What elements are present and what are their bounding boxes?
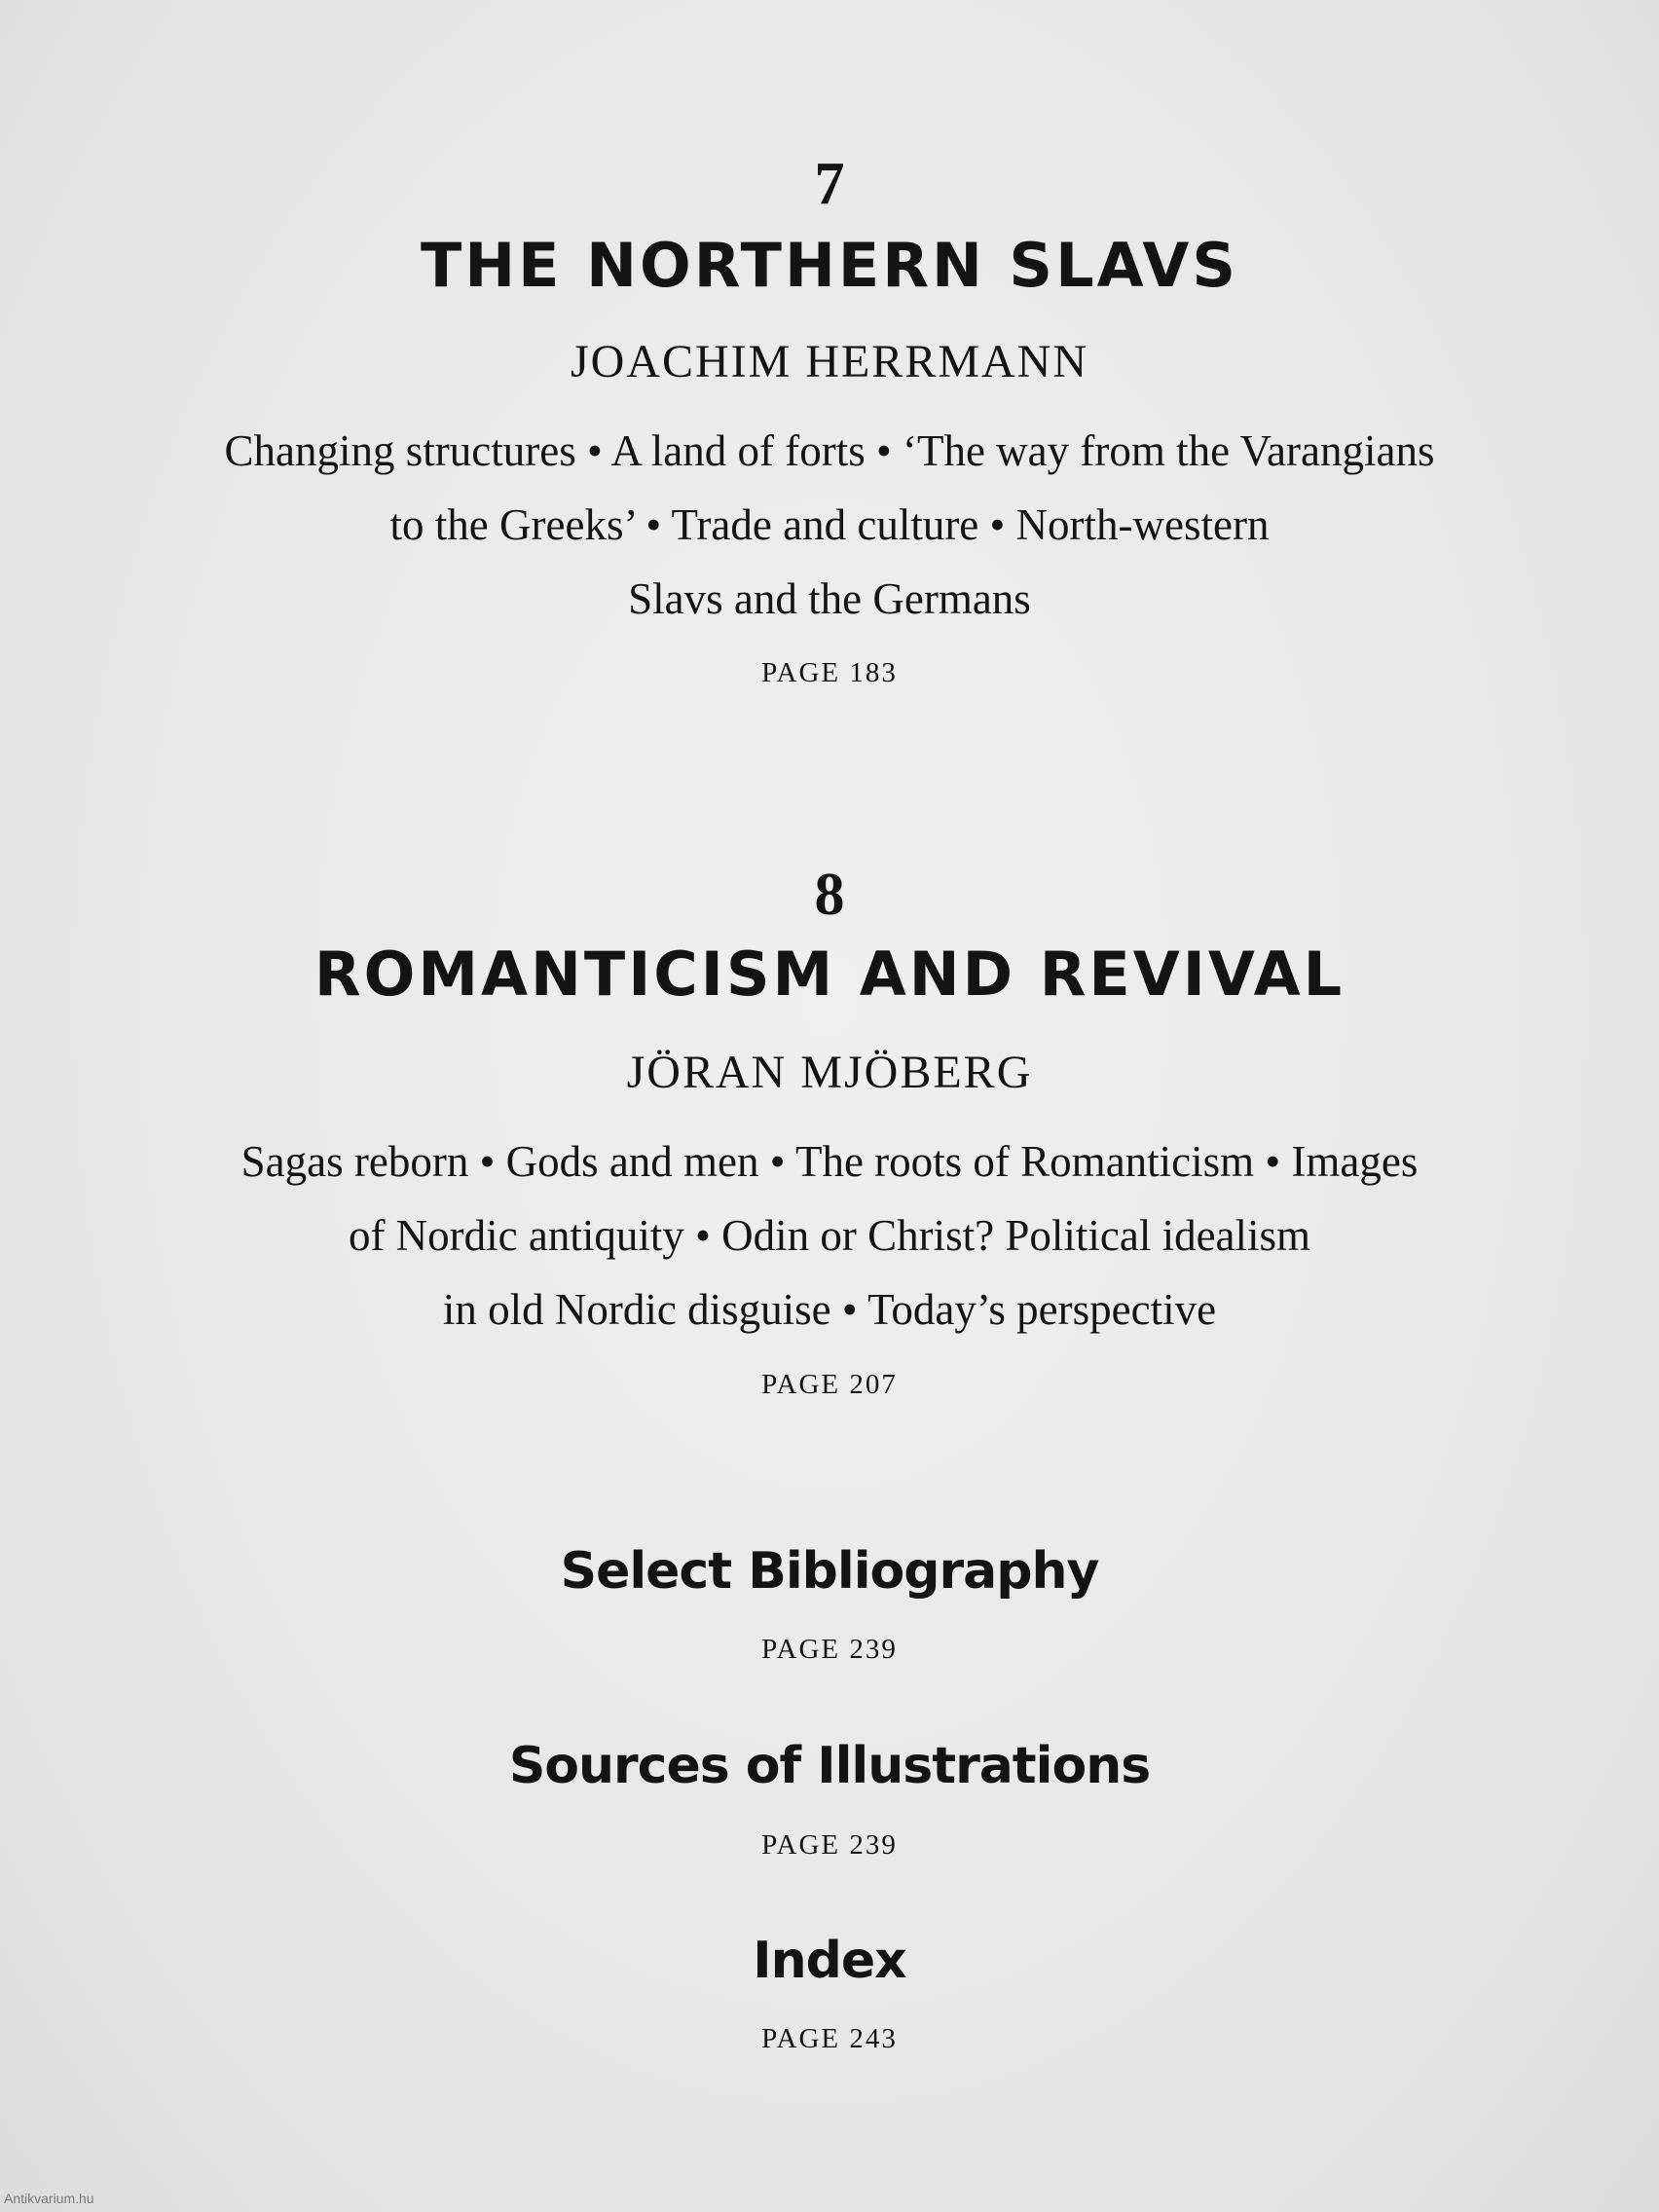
illustrations-sources-title: Sources of Illustrations <box>508 1737 1151 1795</box>
chapter-8-author: JÖRAN MJÖBERG <box>626 1047 1033 1098</box>
index-title: Index <box>753 1932 906 1990</box>
chapter-8-page: PAGE 207 <box>761 1369 898 1400</box>
chapter-7-page: PAGE 183 <box>761 657 898 688</box>
index-page: PAGE 243 <box>761 2023 898 2054</box>
chapter-8-topic-line: of Nordic antiquity • Odin or Christ? Political idealism <box>348 1211 1311 1260</box>
chapter-7-topic-line: Changing structures • A land of forts • ‘The way from the Varangians <box>224 426 1435 475</box>
chapter-8-number: 8 <box>814 862 845 928</box>
chapter-8-topic-line: in old Nordic disguise • Today’s perspective <box>442 1285 1217 1334</box>
chapter-7-author: JOACHIM HERRMANN <box>570 336 1089 387</box>
chapter-7-number: 7 <box>814 151 845 217</box>
bibliography-page: PAGE 239 <box>761 1634 898 1665</box>
chapter-7-topics <box>0 414 1659 636</box>
illustrations-sources-page: PAGE 239 <box>761 1829 898 1861</box>
chapter-7-title: THE NORTHERN SLAVS <box>421 230 1238 301</box>
chapter-8-title: ROMANTICISM AND REVIVAL <box>313 939 1346 1010</box>
chapter-8-topics <box>0 1124 1659 1346</box>
chapter-7-topic-line: to the Greeks’ • Trade and culture • North-western <box>389 500 1270 549</box>
bibliography-title: Select Bibliography <box>560 1542 1099 1601</box>
chapter-8-topic-line: Sagas reborn • Gods and men • The roots of Romanticism • Images <box>240 1137 1419 1186</box>
chapter-7-topic-line: Slavs and the Germans <box>628 574 1031 623</box>
watermark: Antikvarium.hu <box>4 2191 94 2206</box>
